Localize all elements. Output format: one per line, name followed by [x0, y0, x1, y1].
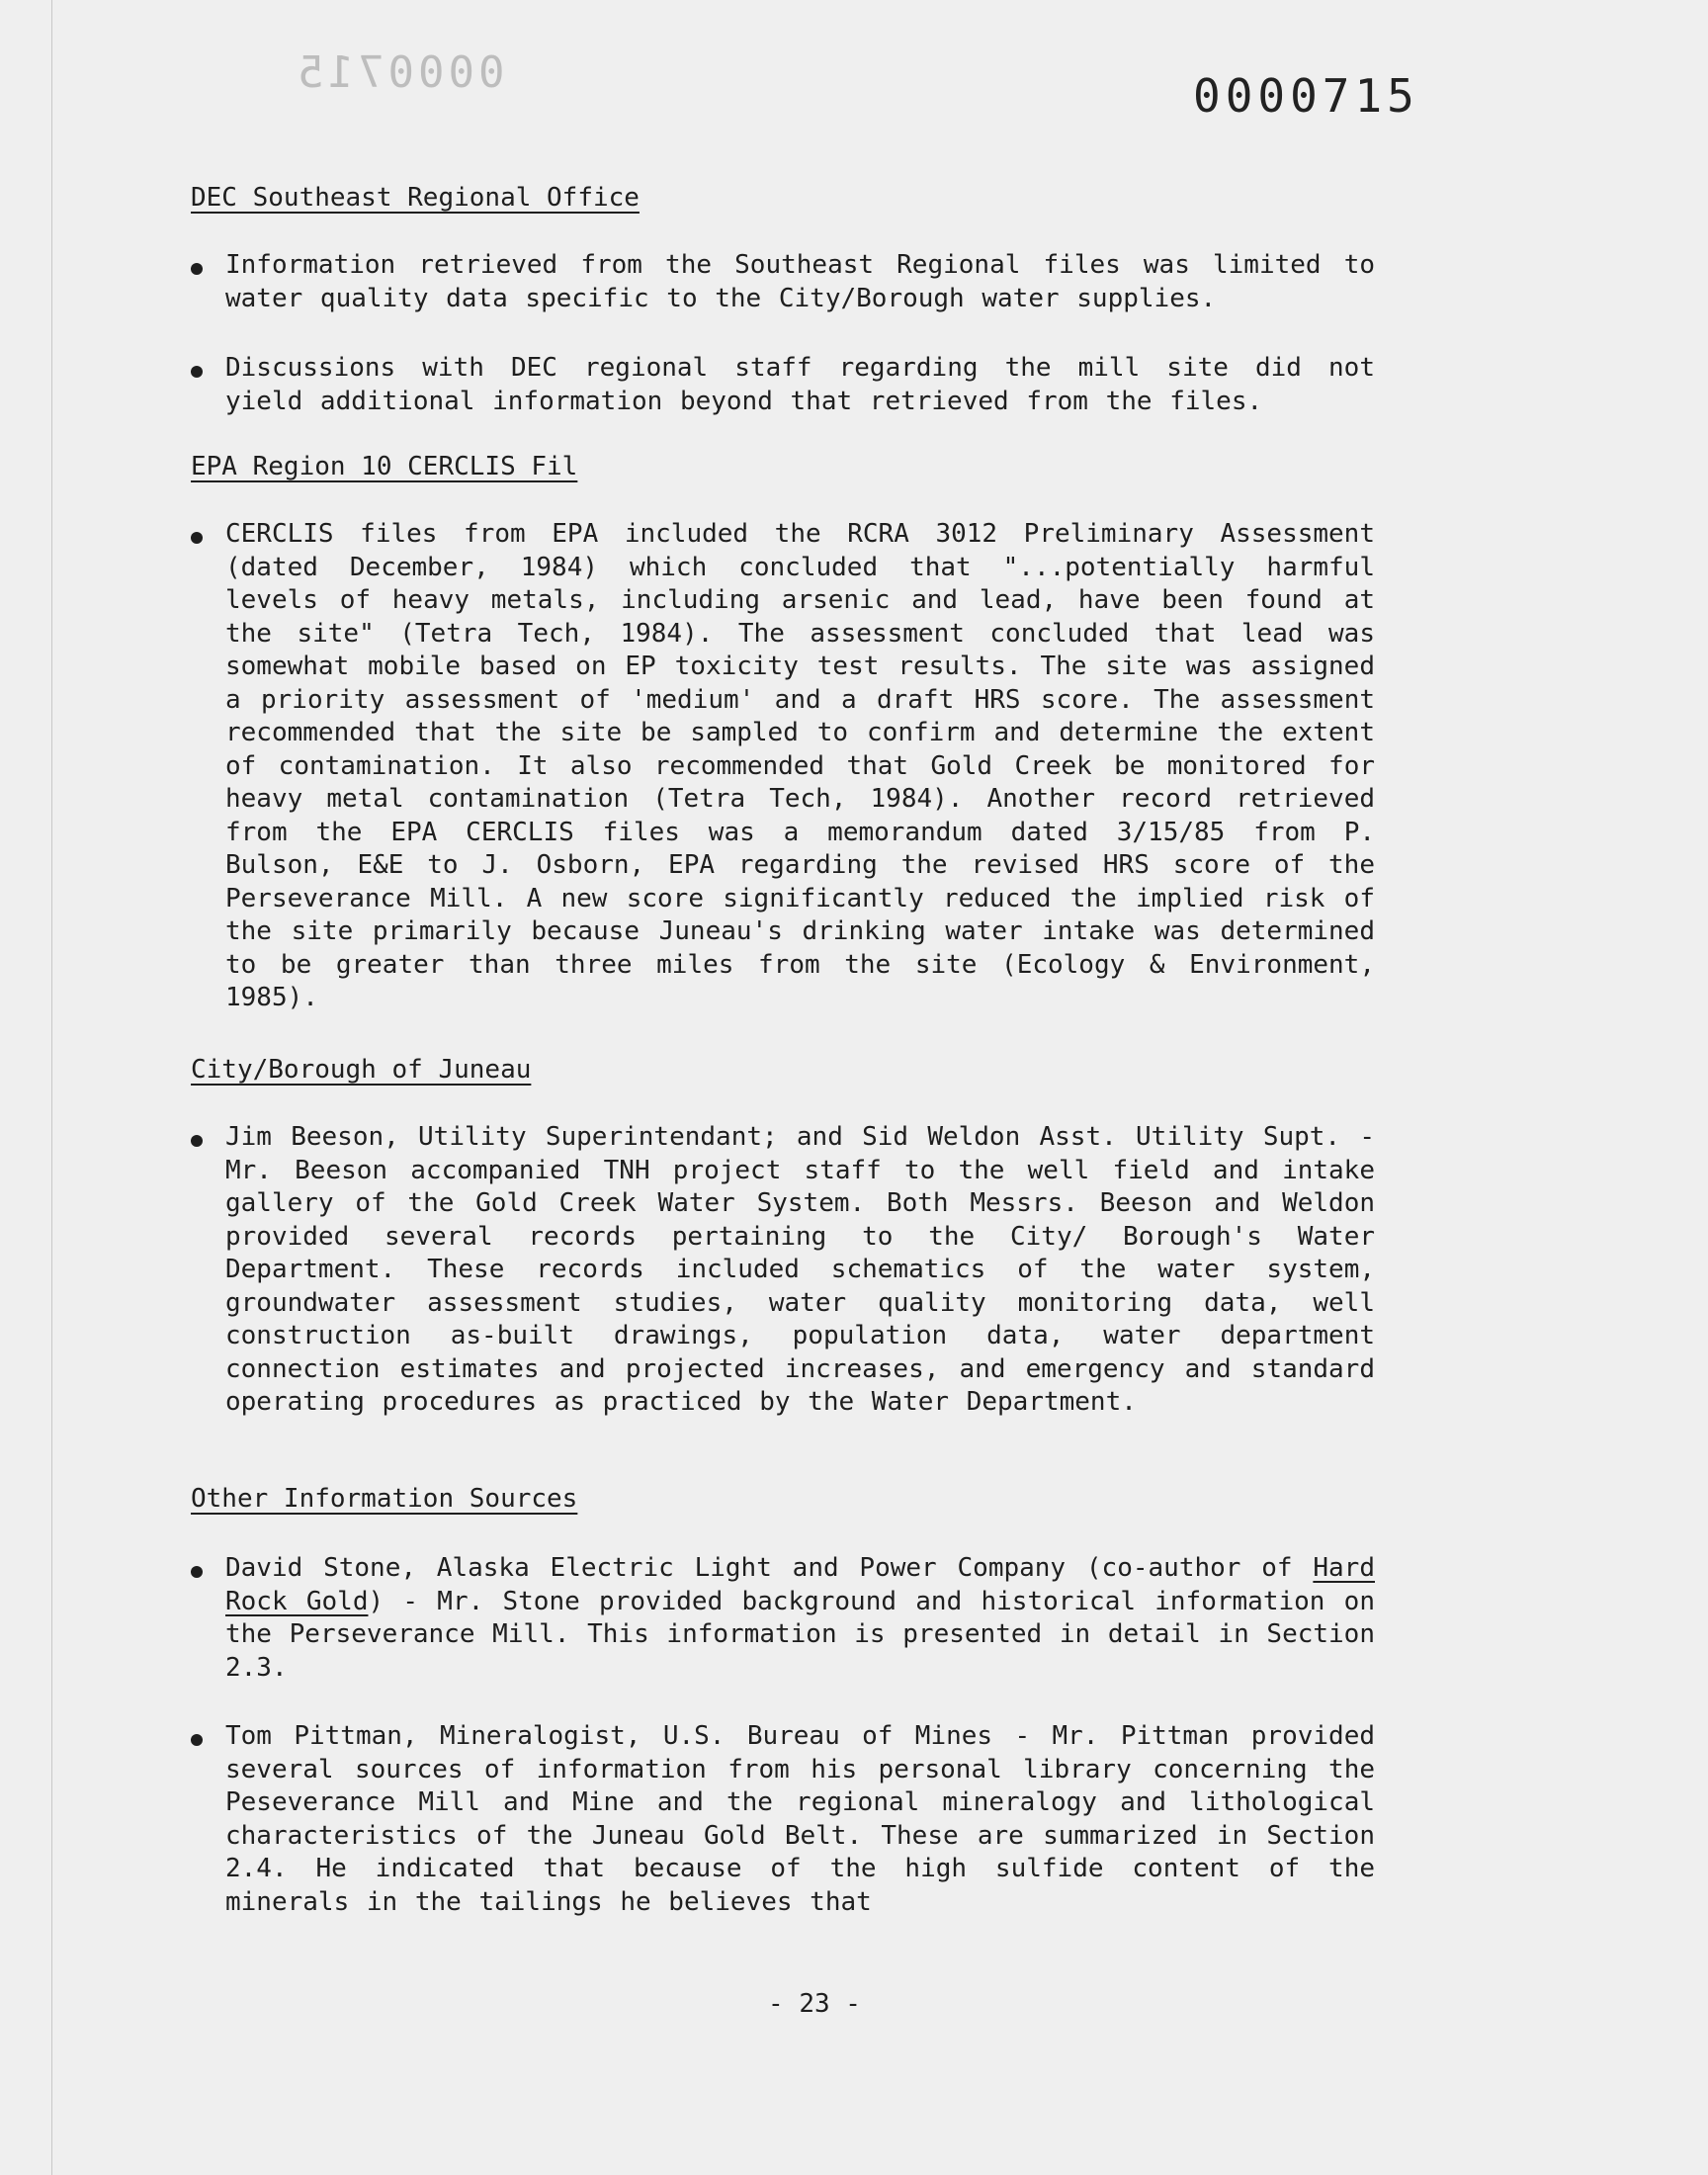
section-heading-city-borough: City/Borough of Juneau — [191, 1055, 532, 1085]
bullet-text-part: David Stone, Alaska Electric Light and Power Company (co-author of — [225, 1553, 1314, 1583]
bullet-text: Jim Beeson, Utility Superintendant; and Sid Weldon Asst. Utility Supt. - Mr. Beeson accompanied TNH project staff to the well field and intake gallery of the Gold Creek Water System. Both Messrs. Beeson and Weldon provided several records pertaining to the City/ Borough's Water Department. These records included schematics of the water system, groundwater assessment studies, water quality monitoring data, well construction as-built drawings, population data, water department connection estimates and projected increases, and emergency and standard operating procedures as practiced by the Water Department. — [225, 1122, 1375, 1417]
bullet-icon — [191, 1566, 203, 1578]
list-item — [191, 1552, 1377, 1685]
page-edge-divider — [51, 0, 52, 2175]
bullet-text — [225, 1552, 1375, 1685]
bleed-through-stamp: 0000715 — [294, 47, 505, 98]
bullet-text: Discussions with DEC regional staff regarding the mill site did not yield additional information beyond that retrieved from the files. — [225, 353, 1375, 416]
bullet-text: Information retrieved from the Southeast Regional files was limited to water quality data specific to the City/Borough water supplies. — [225, 250, 1375, 313]
list-item — [191, 1121, 1377, 1420]
bullet-text: CERCLIS files from EPA included the RCRA 3012 Preliminary Assessment (dated December, 1984) which concluded that "...potentially harmful levels of heavy metals, including arsenic and lead, have been found at the site" (Tetra Tech, 1984). The assessment concluded that lead was somewhat mobile based on EP toxicity test results. The site was assigned a priority assessment of 'medium' and a draft HRS score. The assessment recommended that the site be sampled to confirm and determine the extent of contamination. It also recommended that Gold Creek be monitored for heavy metal contamination (Tetra Tech, 1984). Another record retrieved from the EPA CERCLIS files was a memorandum dated 3/15/85 from P. Bulson, E&E to J. Osborn, EPA regarding the revised HRS score of the Perseverance Mill. A new score significantly reduced the implied risk of the site primarily because Juneau's drinking water intake was determined to be greater than three miles from the site (Ecology & Environment, 1985). — [225, 519, 1375, 1012]
section-heading-other-sources: Other Information Sources — [191, 1484, 578, 1514]
list-item — [191, 1720, 1377, 1919]
bates-number-stamp: 0000715 — [1193, 69, 1419, 123]
list-item — [191, 249, 1377, 315]
bullet-text-part: ) - Mr. Stone provided background and historical information on the Perseverance Mill. This information is presented in detail in Section 2.3. — [225, 1586, 1375, 1683]
list-item — [191, 518, 1377, 1015]
bullet-icon — [191, 1135, 203, 1147]
section-heading-epa-cerclis: EPA Region 10 CERCLIS Fil — [191, 452, 578, 481]
bullet-icon — [191, 366, 203, 378]
bullet-text: Tom Pittman, Mineralogist, U.S. Bureau of Mines - Mr. Pittman provided several sources of information from his personal library concerning the Peseverance Mill and Mine and the regional mineralogy and lithological characteristics of the Juneau Gold Belt. These are summarized in Section 2.4. He indicated that because of the high sulfide content of the minerals in the tailings he believes that — [225, 1721, 1375, 1917]
bullet-icon — [191, 263, 203, 275]
list-item — [191, 352, 1377, 418]
bullet-icon — [191, 532, 203, 544]
section-heading-dec-southeast: DEC Southeast Regional Office — [191, 183, 640, 213]
bullet-icon — [191, 1734, 203, 1746]
page-number: - 23 - — [768, 1989, 861, 2019]
book-title: Hard Rock Gold — [225, 1553, 1375, 1616]
